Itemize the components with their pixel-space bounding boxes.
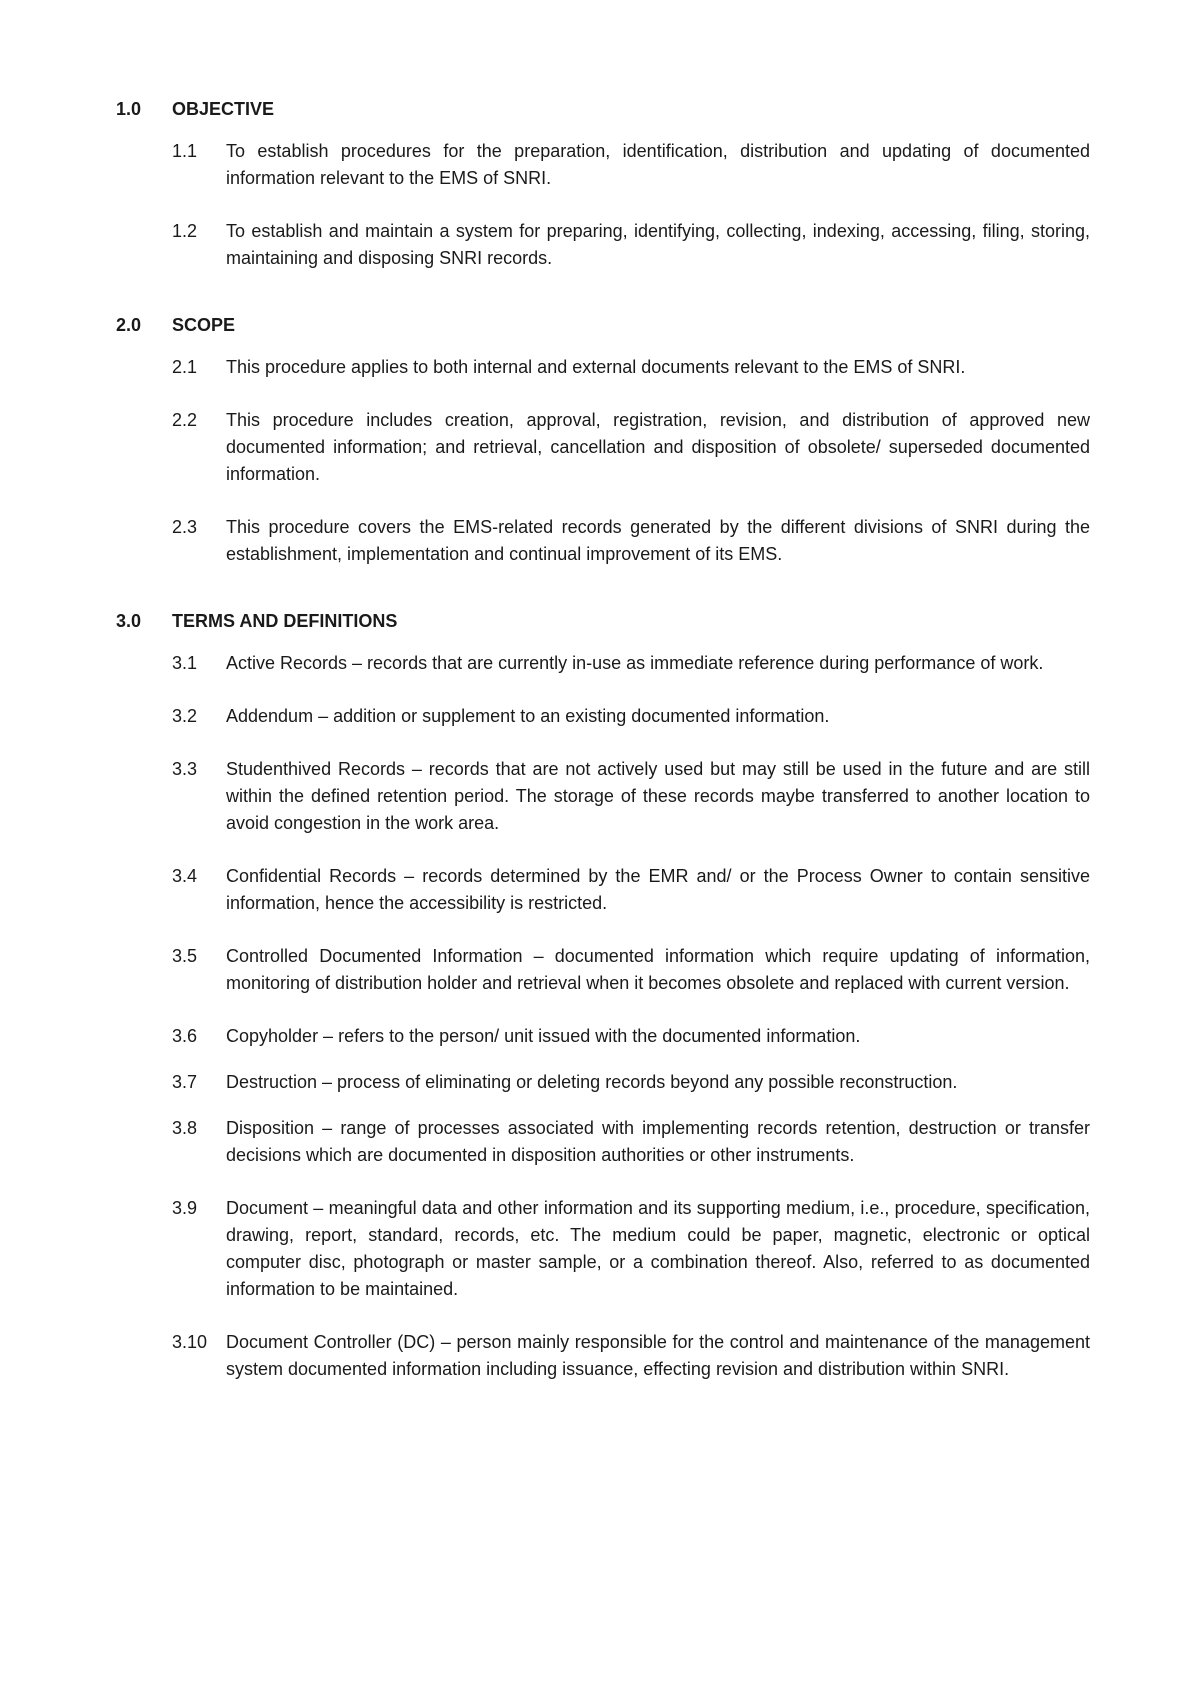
list-item bbox=[172, 514, 1090, 568]
item-text: Copyholder – refers to the person/ unit issued with the documented information. bbox=[226, 1026, 861, 1046]
list-item bbox=[172, 1329, 1090, 1383]
item-number: 3.7 bbox=[172, 1072, 198, 1092]
item-number: 1.2 bbox=[172, 221, 198, 241]
section-objective bbox=[116, 96, 1090, 272]
item-number: 2.3 bbox=[172, 517, 198, 537]
section-title: SCOPE bbox=[172, 315, 236, 335]
item-text: To establish procedures for the preparation, identification, distribution and updating of documented information relevant to the EMS of SNRI. bbox=[226, 141, 1090, 188]
item-text: This procedure includes creation, approval, registration, revision, and distribution of approved new documented information; and retrieval, cancellation and disposition of obsolete/ superseded documented information. bbox=[226, 410, 1090, 484]
section-number: 3.0 bbox=[116, 611, 142, 631]
item-text: This procedure applies to both internal and external documents relevant to the EMS of SNRI. bbox=[226, 357, 966, 377]
item-number: 3.8 bbox=[172, 1118, 198, 1138]
list-item bbox=[172, 1023, 1090, 1050]
item-number: 3.1 bbox=[172, 653, 198, 673]
list-item bbox=[172, 756, 1090, 837]
section-heading bbox=[116, 96, 1090, 122]
item-text: Disposition – range of processes associated with implementing records retention, destruction or transfer decisions which are documented in disposition authorities or other instruments. bbox=[226, 1118, 1090, 1165]
list-item bbox=[172, 218, 1090, 272]
item-number: 3.2 bbox=[172, 706, 198, 726]
list-item bbox=[172, 138, 1090, 192]
item-text: To establish and maintain a system for preparing, identifying, collecting, indexing, accessing, filing, storing, maintaining and disposing SNRI records. bbox=[226, 221, 1090, 268]
item-text: This procedure covers the EMS-related records generated by the different divisions of SNRI during the establishment, implementation and continual improvement of its EMS. bbox=[226, 517, 1090, 564]
item-text: Addendum – addition or supplement to an existing documented information. bbox=[226, 706, 830, 726]
item-text: Document Controller (DC) – person mainly responsible for the control and maintenance of the management system documented information including issuance, effecting revision and distribution within SNRI. bbox=[226, 1332, 1090, 1379]
section-number: 1.0 bbox=[116, 99, 142, 119]
list-item bbox=[172, 354, 1090, 381]
item-text: Active Records – records that are currently in-use as immediate reference during performance of work. bbox=[226, 653, 1044, 673]
item-number: 2.1 bbox=[172, 357, 198, 377]
section-number: 2.0 bbox=[116, 315, 142, 335]
section-scope bbox=[116, 312, 1090, 568]
list-item bbox=[172, 1069, 1090, 1096]
item-text: Confidential Records – records determined by the EMR and/ or the Process Owner to contain sensitive information, hence the accessibility is restricted. bbox=[226, 866, 1090, 913]
item-text: Studenthived Records – records that are not actively used but may still be used in the future and are still within the defined retention period. The storage of these records maybe transferred to another location to avoid congestion in the work area. bbox=[226, 759, 1090, 833]
item-number: 2.2 bbox=[172, 410, 198, 430]
item-number: 3.4 bbox=[172, 866, 198, 886]
item-text: Document – meaningful data and other information and its supporting medium, i.e., procedure, specification, drawing, report, standard, records, etc. The medium could be paper, magnetic, electronic or optical computer disc, photograph or master sample, or a combination thereof. Also, referred to as documented information to be maintained. bbox=[226, 1198, 1090, 1299]
list-item bbox=[172, 1115, 1090, 1169]
item-text: Controlled Documented Information – documented information which require updating of information, monitoring of distribution holder and retrieval when it becomes obsolete and replaced with current version. bbox=[226, 946, 1090, 993]
section-terms-and-definitions bbox=[116, 608, 1090, 1383]
item-number: 1.1 bbox=[172, 141, 198, 161]
list-item bbox=[172, 703, 1090, 730]
item-number: 3.5 bbox=[172, 946, 198, 966]
section-heading bbox=[116, 608, 1090, 634]
section-title: TERMS AND DEFINITIONS bbox=[172, 611, 398, 631]
list-item bbox=[172, 863, 1090, 917]
item-number: 3.6 bbox=[172, 1026, 198, 1046]
item-number: 3.3 bbox=[172, 759, 198, 779]
list-item bbox=[172, 943, 1090, 997]
item-number: 3.10 bbox=[172, 1332, 208, 1352]
list-item bbox=[172, 650, 1090, 677]
list-item bbox=[172, 407, 1090, 488]
list-item bbox=[172, 1195, 1090, 1303]
item-number: 3.9 bbox=[172, 1198, 198, 1218]
section-title: OBJECTIVE bbox=[172, 99, 275, 119]
section-heading bbox=[116, 312, 1090, 338]
item-text: Destruction – process of eliminating or deleting records beyond any possible reconstruction. bbox=[226, 1072, 958, 1092]
